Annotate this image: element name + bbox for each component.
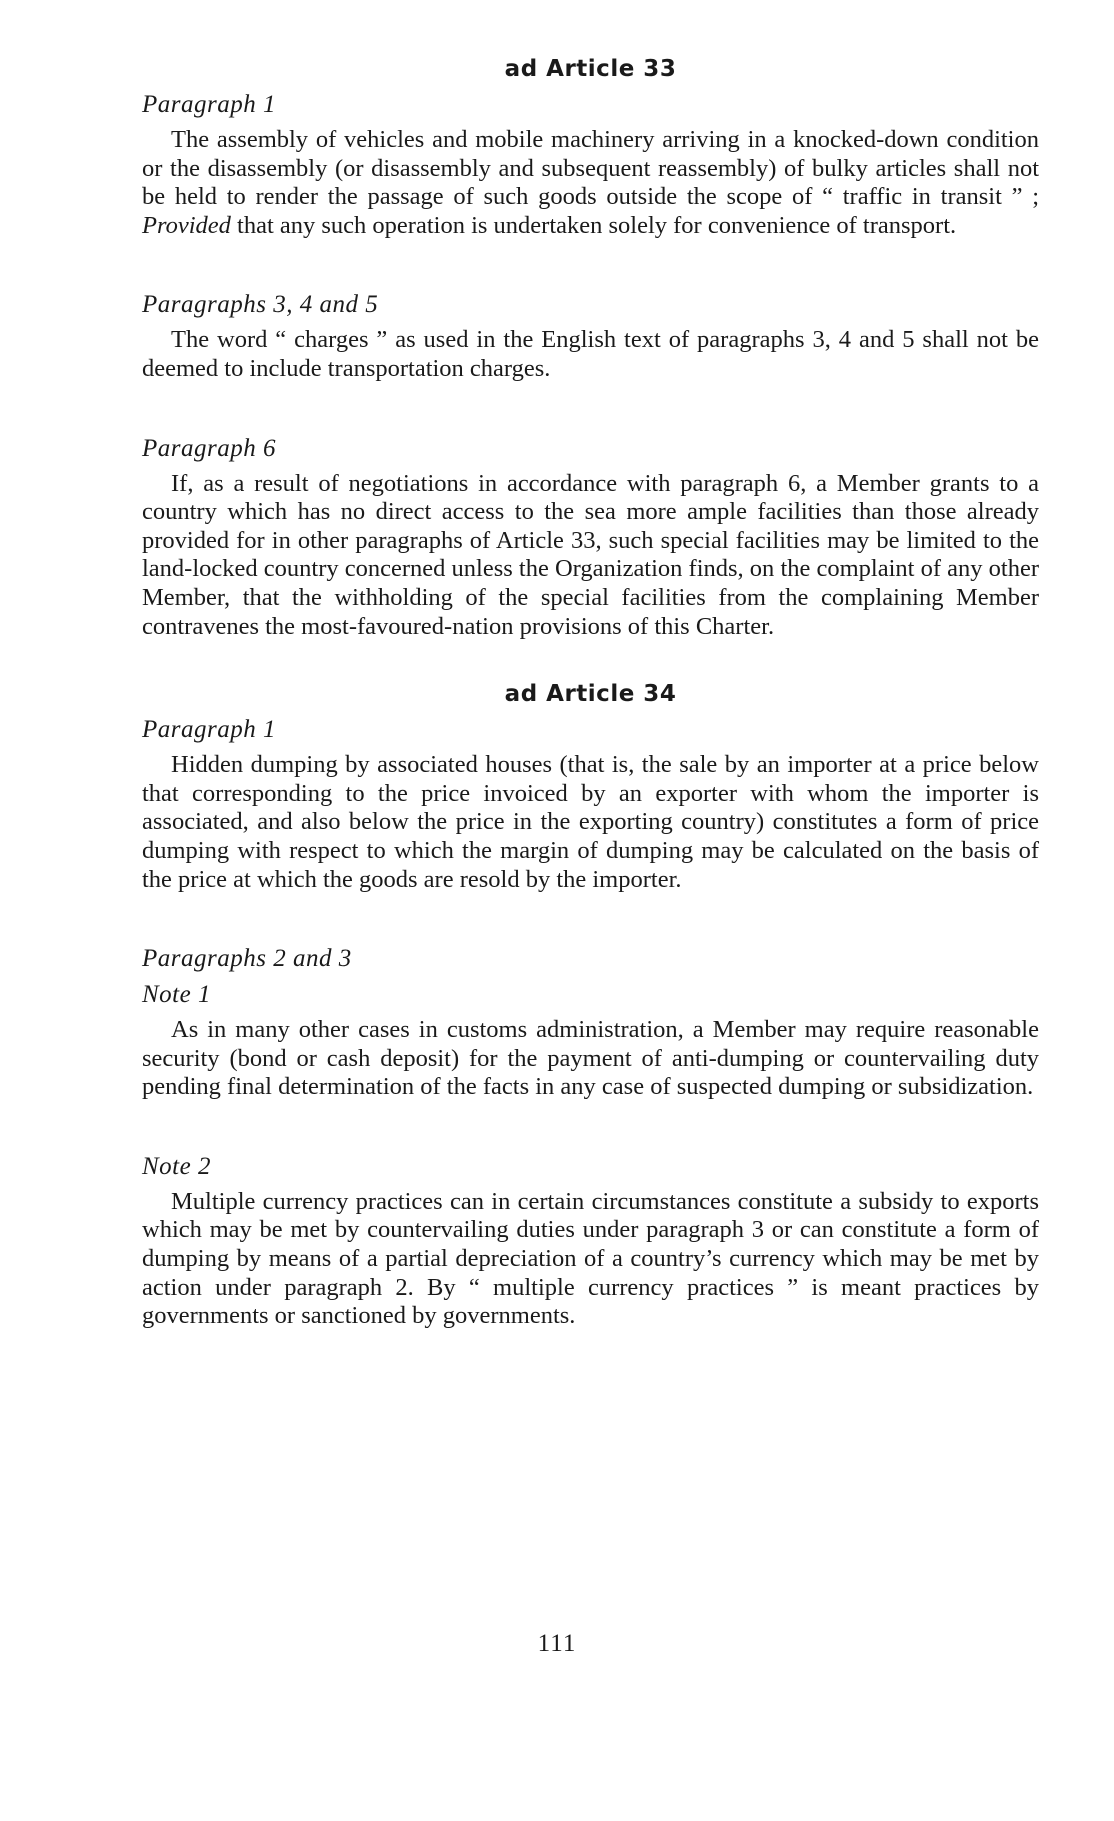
art33-paragraph-6-text: If, as a result of negotiations in accordance with paragraph 6, a Member grants to a country which has no direct access to the sea more ample facilities than those already provided for in other paragraphs of Article 33, such special facilities may be limited to the land-locked country concerned unless the Organization finds, on the complaint of any other Member, that the withholding of the special facilities from the complaining Member contravenes the most-favoured-nation provisions of this Charter. <box>142 469 1039 640</box>
art33-paragraph-1-text <box>142 126 1039 240</box>
article-33-heading: ad Article 33 <box>504 56 677 82</box>
page-number: 111 <box>537 1630 577 1657</box>
art33-paragraphs-345-text: The word “ charges ” as used in the English text of paragraphs 3, 4 and 5 shall not be deemed to include transportation charges. <box>142 326 1039 382</box>
art33-paragraphs-345-heading: Paragraphs 3, 4 and 5 <box>142 291 379 319</box>
art34-note-1-text: As in many other cases in customs administration, a Member may require reasonable security (bond or cash deposit) for the payment of anti-dumping or countervailing duty pending final determination of the facts in any case of suspected dumping or subsidization. <box>142 1016 1039 1101</box>
art34-paragraphs-23-heading: Paragraphs 2 and 3 <box>142 945 352 973</box>
art33-paragraph-1-heading: Paragraph 1 <box>142 91 276 118</box>
spacer <box>142 641 1039 681</box>
art34-note-2-heading: Note 2 <box>142 1152 211 1180</box>
art33-p1-text-b: that any such operation is undertaken solely for convenience of transport. <box>230 211 957 239</box>
art33-p1-text-a: The assembly of vehicles and mobile machinery arriving in a knocked-down condition or the disassembly (or disassembly and subsequent reassembly) of bulky articles shall not be held to render the passage of such goods outside the scope of “ traffic in transit ” ; <box>142 126 1039 211</box>
spacer <box>142 894 1039 944</box>
art34-paragraph-1-text: Hidden dumping by associated houses (that is, the sale by an importer at a price below that corresponding to the price invoiced by an exporter with whom the importer is associated, and also below the price in the exporting country) constitutes a form of price dumping with respect to which the margin of dumping may be calculated on the basis of the price at which the goods are resold by the importer. <box>142 751 1039 893</box>
spacer <box>142 384 1039 434</box>
art34-paragraph-1-heading: Paragraph 1 <box>142 716 276 744</box>
art34-note-2-text: Multiple currency practices can in certain circumstances constitute a subsidy to exports which may be met by countervailing duties under paragraph 3 or can constitute a form of dumping by means of a partial depreciation of a country’s currency which may be met by action under paragraph 2. By “ multiple currency practices ” is meant practices by governments or sanctioned by governments. <box>142 1187 1039 1330</box>
spacer <box>142 240 1039 290</box>
document-page <box>142 56 1039 1331</box>
spacer <box>142 1102 1039 1152</box>
article-34-heading: ad Article 34 <box>504 681 677 708</box>
art34-note-1-heading: Note 1 <box>142 981 211 1009</box>
provided-emphasis: Provided <box>142 211 231 239</box>
art33-paragraph-6-heading: Paragraph 6 <box>142 434 276 462</box>
